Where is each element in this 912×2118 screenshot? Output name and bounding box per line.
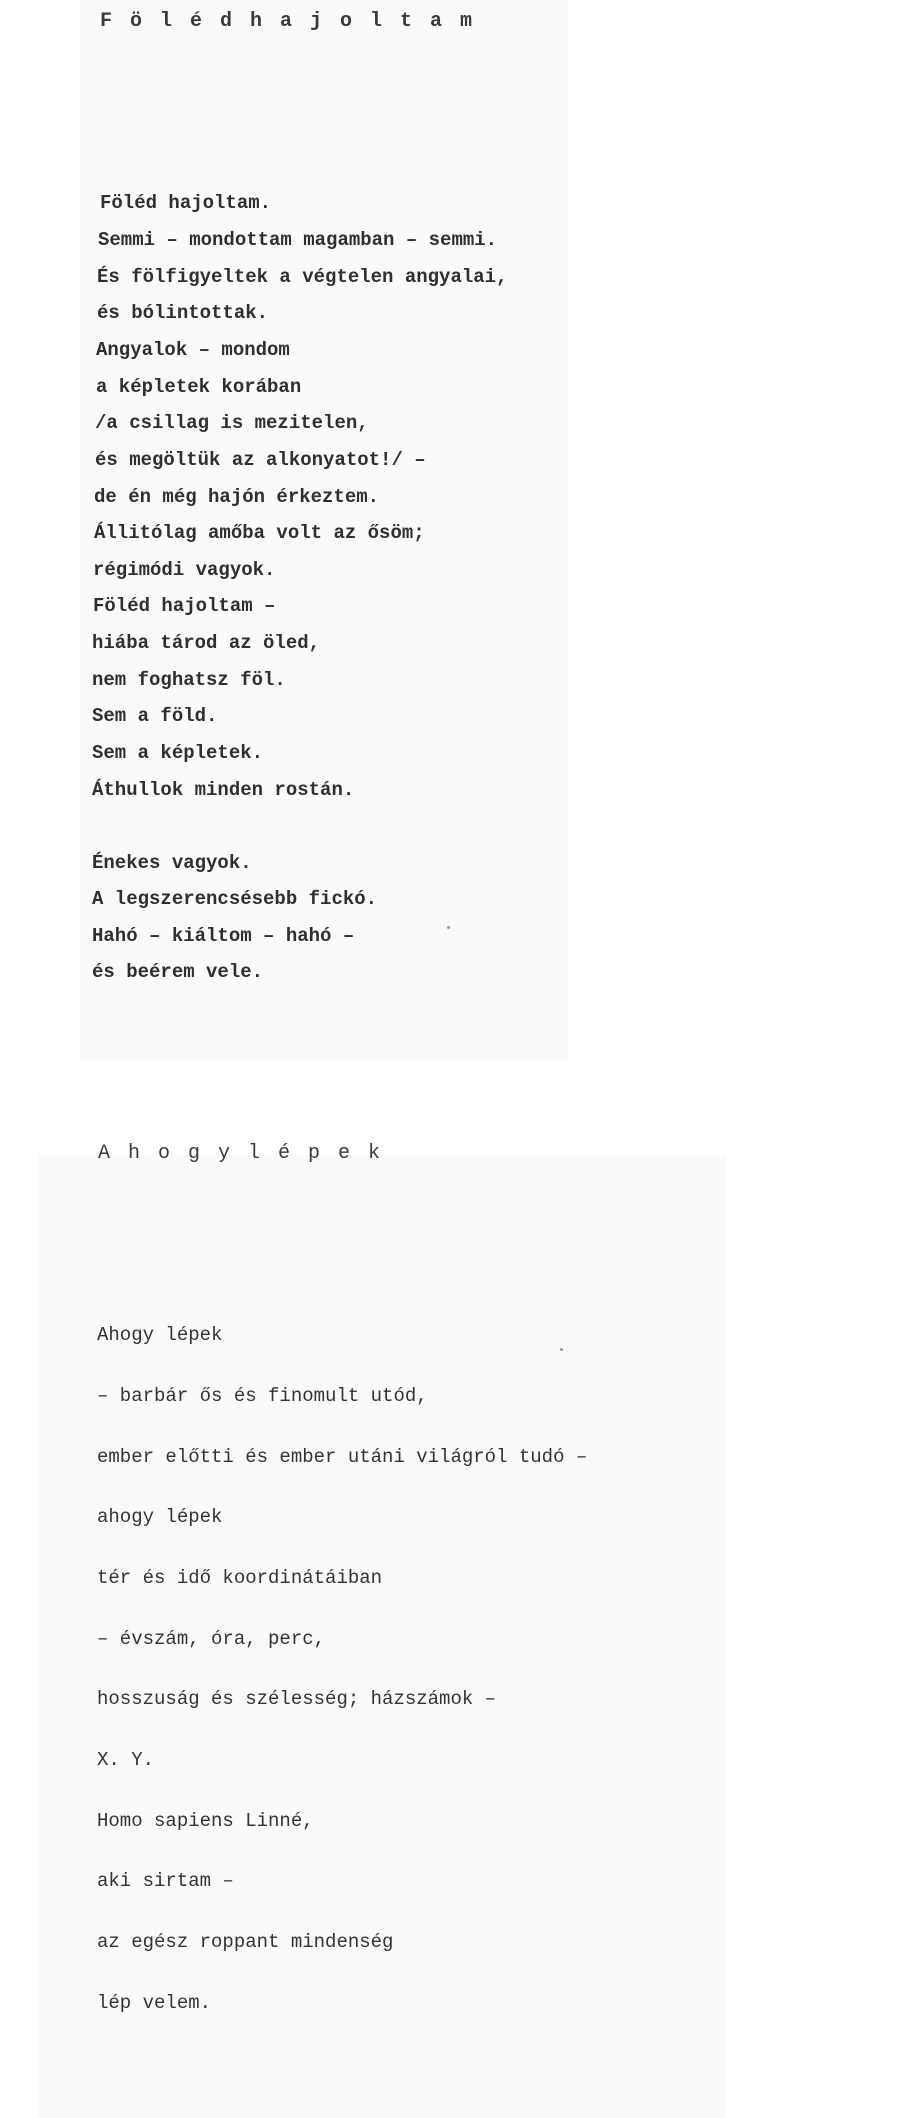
- poem-line: Angyalok – mondom: [96, 339, 290, 361]
- poem-2-title: A h o g y l é p e k: [98, 1142, 384, 1165]
- poem-line: hiába tárod az öled,: [92, 632, 321, 654]
- poem-line: Föléd hajoltam –: [93, 595, 276, 617]
- poem-line: Hahó – kiáltom – hahó –: [92, 925, 355, 947]
- poem-line: Homo sapiens Linné,: [97, 1810, 314, 1832]
- poem-line: lép velem.: [97, 1992, 212, 2014]
- poem-line: régimódi vagyok.: [93, 559, 276, 581]
- poem-line: de én még hajón érkeztem.: [94, 486, 380, 508]
- poem-1-title: F ö l é d h a j o l t a m: [100, 10, 476, 33]
- poem-line: – évszám, óra, perc,: [97, 1628, 326, 1650]
- poem-line: Ahogy lépek: [97, 1324, 223, 1346]
- poem-line: és bólintottak.: [97, 302, 269, 324]
- poem-line: a képletek korában: [96, 376, 302, 398]
- poem-line: tér és idő koordinátáiban: [97, 1567, 383, 1589]
- poem-line: aki sirtam –: [97, 1870, 234, 1892]
- poem-line: nem foghatsz föl.: [92, 669, 286, 691]
- poem-line: Énekes vagyok.: [92, 852, 252, 874]
- poem-line: és megöltük az alkonyatot!/ –: [95, 449, 426, 471]
- poem-line: hosszuság és szélesség; házszámok –: [97, 1688, 497, 1710]
- poem-line: ember előtti és ember utáni világról tudó –: [97, 1446, 588, 1468]
- poem-line: Áthullok minden rostán.: [92, 779, 355, 801]
- poem-line: – barbár ős és finomult utód,: [97, 1385, 428, 1407]
- poem-line: és beérem vele.: [92, 961, 264, 983]
- poem-line: az egész roppant mindenség: [97, 1931, 394, 1953]
- poem-line: A legszerencsésebb fickó.: [92, 888, 378, 910]
- poem-line: /a csillag is mezitelen,: [95, 412, 369, 434]
- poem-line: Állitólag amőba volt az ősöm;: [94, 522, 425, 544]
- poem-line: Sem a föld.: [92, 705, 218, 727]
- paper-speck: [560, 1348, 563, 1351]
- poem-line: Sem a képletek.: [92, 742, 264, 764]
- poem-line: Föléd hajoltam.: [100, 192, 272, 214]
- poem-line: És fölfigyeltek a végtelen angyalai,: [97, 266, 508, 288]
- paper-speck: [447, 926, 450, 929]
- poem-line: X. Y.: [97, 1749, 155, 1771]
- poem-line: Semmi – mondottam magamban – semmi.: [98, 229, 498, 251]
- poem-line: ahogy lépek: [97, 1506, 223, 1528]
